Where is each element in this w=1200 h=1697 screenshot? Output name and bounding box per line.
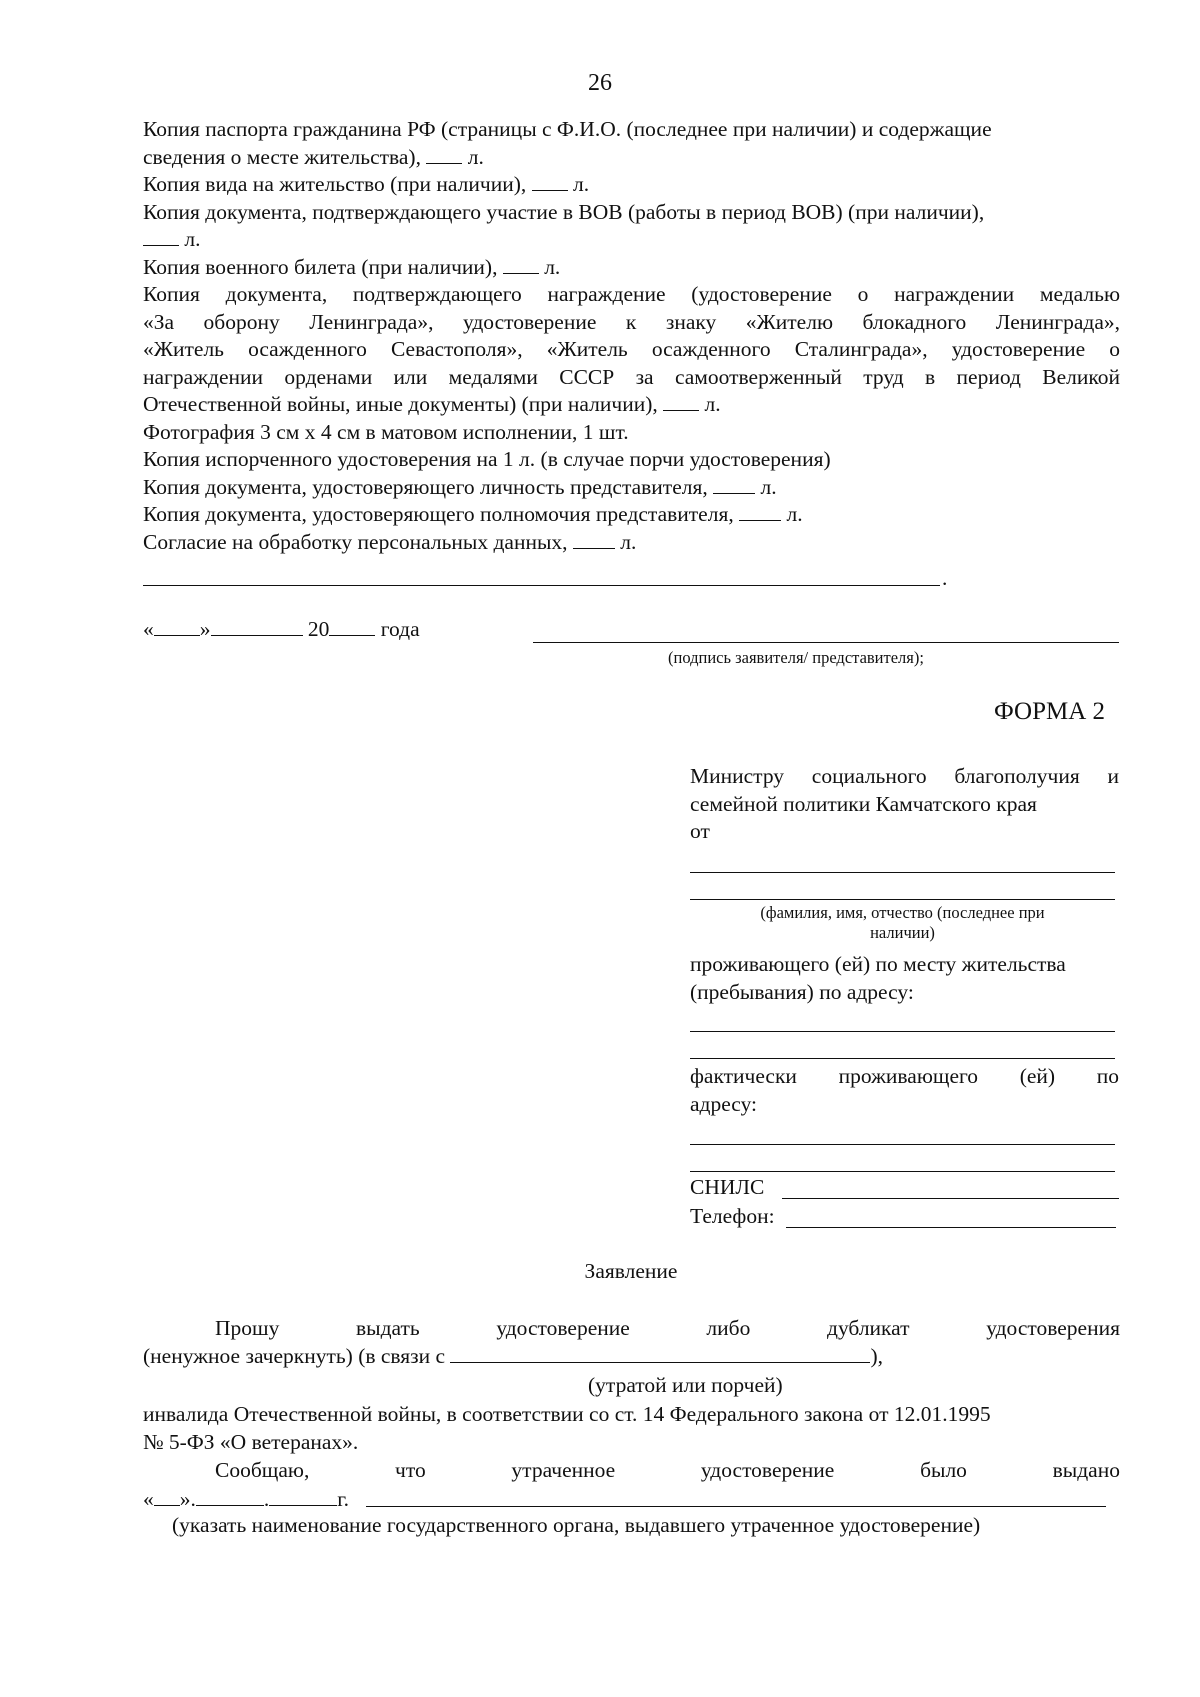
snils-label: СНИЛС bbox=[690, 1175, 765, 1199]
addressee-line: семейной политики Камчатского края bbox=[690, 791, 1037, 816]
pages-blank[interactable] bbox=[503, 255, 539, 274]
extra-attachments-line[interactable] bbox=[143, 585, 940, 586]
snils-field[interactable] bbox=[782, 1198, 1119, 1199]
issue-month-blank[interactable] bbox=[196, 1487, 264, 1506]
list-item: награждении орденами или медалями СССР за самоотверженный труд в период Великой bbox=[143, 364, 1120, 389]
list-item: Отечественной войны, иные документы) (при наличии), л. bbox=[143, 392, 721, 416]
residence-line-2[interactable] bbox=[690, 1058, 1115, 1059]
list-item: Копия документа, подтверждающего награждение (удостоверение о награждении медалью bbox=[143, 282, 1120, 306]
name-line-1[interactable] bbox=[690, 872, 1115, 873]
issuing-authority-field[interactable] bbox=[366, 1506, 1106, 1507]
day-blank[interactable] bbox=[154, 617, 200, 636]
year-blank[interactable] bbox=[329, 617, 375, 636]
list-item: «За оборону Ленинграда», удостоверение к знаку «Жителю блокадного Ленинграда», bbox=[143, 309, 1120, 334]
list-item: Копия документа, подтверждающего участие в ВОВ (работы в период ВОВ) (при наличии), bbox=[143, 199, 985, 224]
list-item: сведения о месте жительства), л. bbox=[143, 144, 484, 169]
issue-year-blank[interactable] bbox=[269, 1487, 337, 1506]
list-item: Фотография 3 см х 4 см в матовом исполнении, 1 шт. bbox=[143, 419, 629, 444]
month-blank[interactable] bbox=[211, 617, 303, 636]
pages-blank[interactable] bbox=[426, 145, 462, 164]
attachments-list bbox=[143, 116, 1120, 556]
statement-paragraph-2: Сообщаю, что утраченное удостоверение было выдано bbox=[215, 1458, 1120, 1482]
statement-paragraph-1: Прошу выдать удостоверение либо дубликат удостоверения bbox=[215, 1316, 1120, 1340]
list-item: л. bbox=[143, 226, 1120, 254]
addressee-block bbox=[690, 763, 1119, 846]
statement-title: Заявление bbox=[584, 1259, 678, 1283]
signature-line[interactable] bbox=[533, 642, 1119, 643]
statement-line: № 5-ФЗ «О ветеранах». bbox=[143, 1430, 359, 1454]
pages-blank[interactable] bbox=[143, 227, 179, 246]
list-item: Копия вида на жительство (при наличии), л. bbox=[143, 172, 590, 196]
list-item: Копия военного билета (при наличии), л. bbox=[143, 254, 561, 279]
signature-caption: (подпись заявителя/ представителя); bbox=[668, 648, 924, 667]
issue-day-blank[interactable] bbox=[154, 1487, 180, 1506]
list-item: «Житель осажденного Севастополя», «Житель осажденного Сталинграда», удостоверение о bbox=[143, 337, 1120, 361]
authority-caption: (указать наименование государственного органа, выдавшего утраченное удостоверение) bbox=[172, 1513, 981, 1537]
name-caption: (фамилия, имя, отчество (последнее при наличии) bbox=[760, 903, 1045, 942]
list-item: Копия документа, удостоверяющего личность представителя, л. bbox=[143, 474, 777, 499]
list-item: Копия испорченного удостоверения на 1 л. (в случае порчи удостоверения) bbox=[143, 447, 831, 471]
statement-line: (ненужное зачеркнуть) (в связи с ), bbox=[143, 1344, 884, 1368]
pages-blank[interactable] bbox=[573, 530, 615, 549]
form-title: ФОРМА 2 bbox=[994, 698, 1106, 725]
statement-line: инвалида Отечественной войны, в соответствии со ст. 14 Федерального закона от 12.01.1995 bbox=[143, 1402, 991, 1426]
pages-blank[interactable] bbox=[739, 502, 781, 521]
actual-address-line-2[interactable] bbox=[690, 1171, 1115, 1172]
list-item: Копия документа, удостоверяющего полномочия представителя, л. bbox=[143, 502, 803, 526]
residence-label: проживающего (ей) по месту жительства (пребывания) по адресу: bbox=[690, 952, 1066, 1004]
from-label: от bbox=[690, 819, 710, 843]
addressee-line: Министру социального благополучия и bbox=[690, 764, 1119, 788]
name-line-2[interactable] bbox=[690, 899, 1115, 900]
pages-blank[interactable] bbox=[713, 475, 755, 494]
pages-blank[interactable] bbox=[663, 392, 699, 411]
phone-label: Телефон: bbox=[690, 1204, 775, 1228]
residence-line-1[interactable] bbox=[690, 1031, 1115, 1032]
reason-caption: (утратой или порчей) bbox=[588, 1373, 783, 1397]
page-number: 26 bbox=[588, 70, 612, 96]
date-line: « » 20 года bbox=[143, 617, 420, 641]
actual-address-line-1[interactable] bbox=[690, 1144, 1115, 1145]
end-dot: . bbox=[942, 566, 948, 590]
list-item: Копия паспорта гражданина РФ (страницы с Ф.И.О. (последнее при наличии) и содержащие bbox=[143, 117, 992, 141]
actual-residence-label: фактически проживающего (ей) по адресу: bbox=[690, 1064, 1119, 1116]
reason-field[interactable] bbox=[450, 1344, 870, 1363]
issue-date-line: « ». . г. bbox=[143, 1487, 350, 1511]
pages-blank[interactable] bbox=[532, 172, 568, 191]
phone-field[interactable] bbox=[786, 1227, 1116, 1228]
list-item: Согласие на обработку персональных данных, л. bbox=[143, 529, 637, 554]
